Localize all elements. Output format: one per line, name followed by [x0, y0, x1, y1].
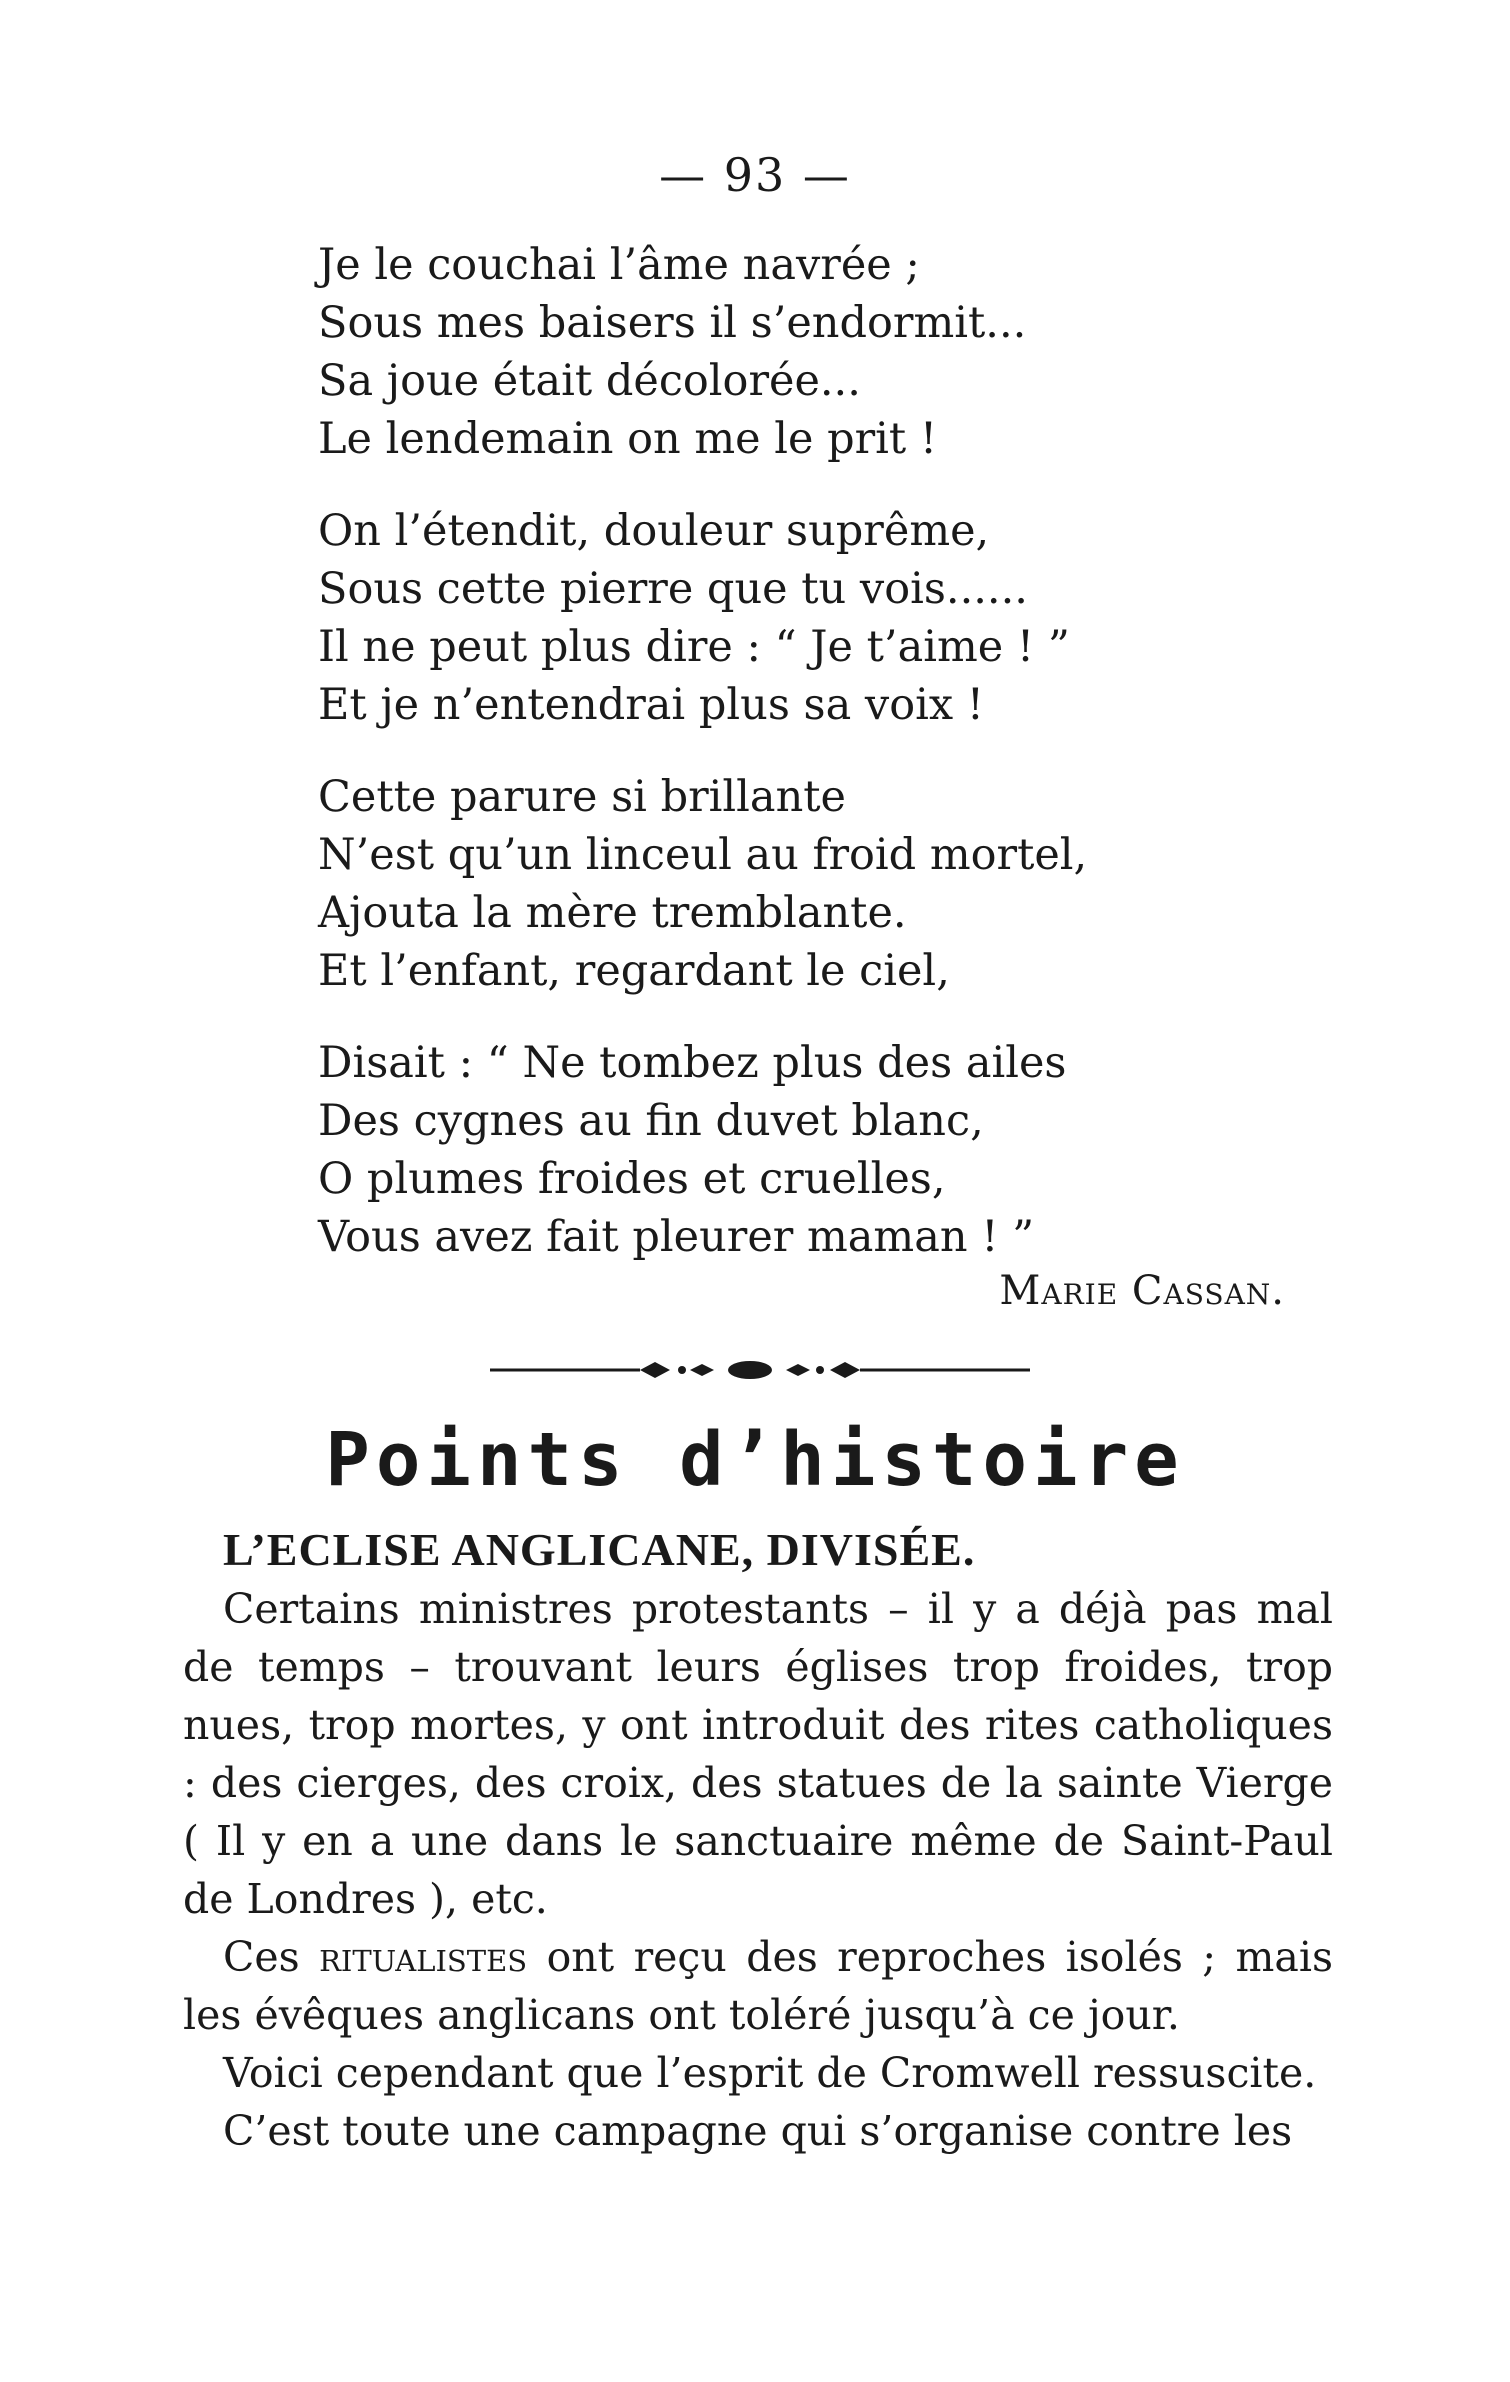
poem-verse: Cette parure si brillante [318, 772, 846, 822]
poem-verse: Il ne peut plus dire : “ Je t’aime ! ” [318, 622, 1070, 672]
paragraph-rest: ont reçu des reproches isolés ; mais les évêques anglicans ont toléré jusqu’à ce jour. [183, 1933, 1333, 2039]
poem-verse: Et je n’entendrai plus sa voix ! [318, 680, 985, 730]
paragraph-prefix: Ces [223, 1933, 320, 1981]
poem-verse: Le lendemain on me le prit ! [318, 414, 938, 464]
poem-verse: Je le couchai l’âme navrée ; [318, 240, 920, 290]
poem-verse: Disait : “ Ne tombez plus des ailes [318, 1038, 1067, 1088]
poem-verse: Sa joue était décolorée... [318, 356, 861, 406]
poem [318, 236, 1318, 1300]
poem-verse: Sous cette pierre que tu vois...... [318, 564, 1028, 614]
poem-verse: O plumes froides et cruelles, [318, 1154, 946, 1204]
article-paragraph: C’est toute une campagne qui s’organise contre les [223, 2107, 1293, 2155]
poem-verse: N’est qu’un linceul au froid mortel, [318, 830, 1088, 880]
poem-stanza [318, 502, 1318, 734]
poem-verse: Vous avez fait pleurer maman ! ” [318, 1212, 1035, 1262]
article-paragraph: Certains ministres protestants – il y a déjà pas mal de temps – trouvant leurs églises trop froides, trop nues, trop mortes, y ont introduit des rites catholiques : des cierges, des croix, des statues de la sainte Vierge ( Il y en a une dans le sanctuaire même de Saint-Paul de Londres ), etc. [183, 1585, 1333, 1923]
page-number: — 93 — [659, 148, 851, 202]
poem-verse: Sous mes baisers il s’endormit... [318, 298, 1027, 348]
poem-signature [999, 1268, 1285, 1314]
poem-stanza [318, 768, 1318, 1000]
poem-verse: Des cygnes au fin duvet blanc, [318, 1096, 984, 1146]
poem-stanza [318, 1034, 1318, 1266]
poem-verse: Et l’enfant, regardant le ciel, [318, 946, 950, 996]
article-heading: L’ECLISE ANGLICANE, DIVISÉE. [223, 1524, 976, 1575]
poem-stanza [318, 236, 1318, 468]
poem-verse: On l’étendit, douleur suprême, [318, 506, 990, 556]
article [183, 1520, 1333, 2160]
article-paragraph: Voici cependant que l’esprit de Cromwell ressuscite. [223, 2049, 1317, 2097]
signature-text: Marie Cassan. [999, 1268, 1285, 1314]
article-paragraph [183, 1928, 1333, 2044]
section-title: Points d’histoire [325, 1417, 1185, 1503]
ritualistes-term: ritualistes [319, 1933, 528, 1981]
poem-verse: Ajouta la mère tremblante. [318, 888, 907, 938]
ornament-divider-icon [490, 1350, 1030, 1390]
